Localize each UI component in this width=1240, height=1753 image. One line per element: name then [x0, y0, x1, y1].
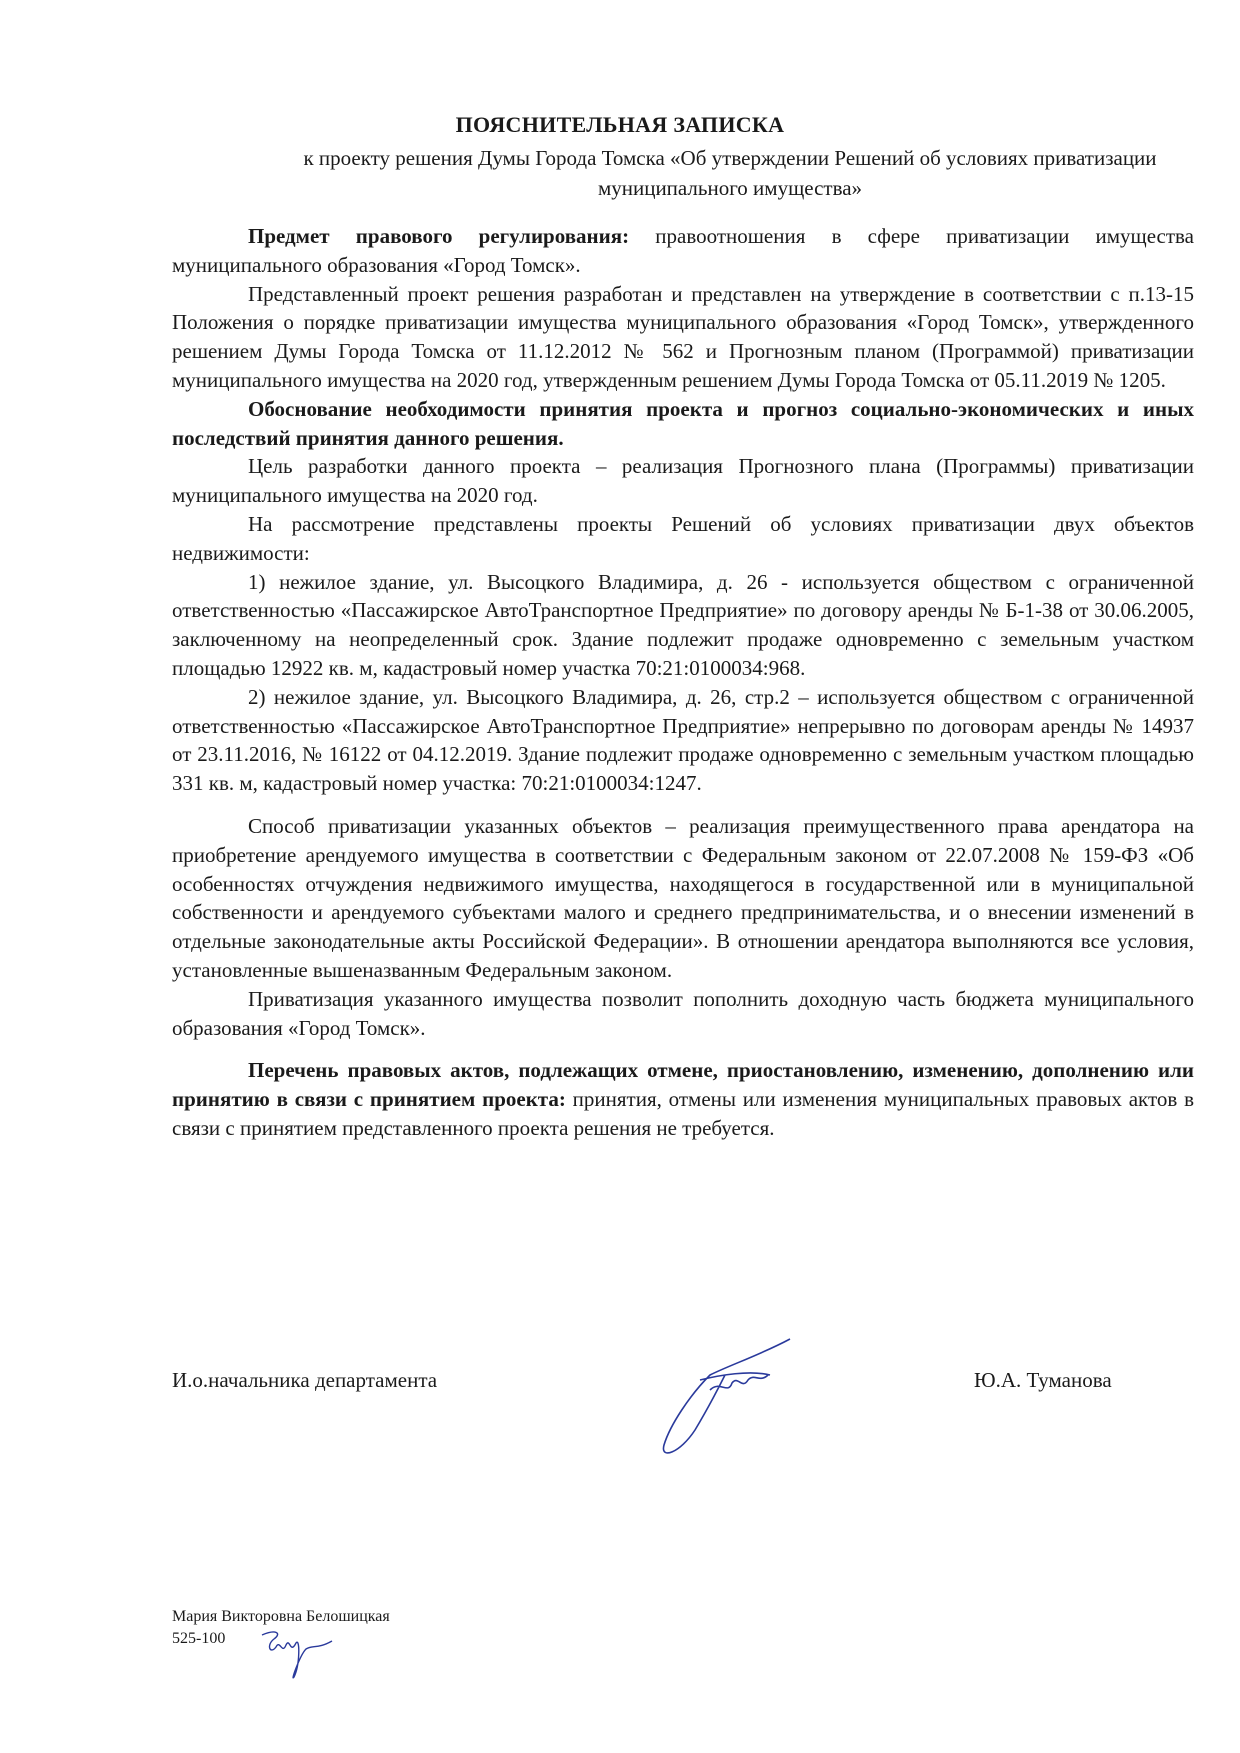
signer-name: Ю.А. Туманова: [974, 1368, 1112, 1392]
legal-acts-text: принятия, отмены или изменения муниципальных правовых актов в связи с принятием представленного проекта решения не требуется.: [172, 1087, 1194, 1140]
legal-acts-heading: Перечень правовых актов, подлежащих отмене, приостановлению, изменению, дополнению или принятию в связи с принятием проекта:: [172, 1058, 1194, 1112]
subject-heading: Предмет правового регулирования:: [248, 224, 630, 248]
paragraph-goal: Цель разработки данного проекта – реализация Прогнозного плана (Программы) приватизации муниципального имущества на 2020 год.: [172, 454, 1194, 508]
paragraph-basis: Представленный проект решения разработан и представлен на утверждение в соответствии с п.13-15 Положения о порядке приватизации имущества муниципального образования «Город Томск», утвержденного решением Думы Города Томска от 11.12.2012 № 562 и Прогнозным планом (Программой) приватизации муниципального имущества на 2020 год, утвержденным решением Думы Города Томска от 05.11.2019 № 1205.: [172, 281, 1194, 392]
paragraph-object-1: 1) нежилое здание, ул. Высоцкого Владимира, д. 26 - используется обществом с ограниченной ответственностью «Пассажирское АвтоТранспортное Предприятие» по договору аренды № Б-1-38 от 30.06.2005, заключенному на неопределенный срок. Здание подлежит продаже одновременно с земельным участком площадью 12922 кв. м, кадастровый номер участка 70:21:0100034:968.: [172, 569, 1194, 680]
paragraph-budget: Приватизация указанного имущества позволит пополнить доходную часть бюджета муниципального образования «Город Томск».: [172, 986, 1194, 1040]
paragraph-subject: [172, 222, 1194, 280]
executor-signature: [256, 1625, 336, 1685]
handwritten-signature: [650, 1335, 800, 1465]
document-body: [172, 222, 1194, 1143]
paragraph-object-2: 2) нежилое здание, ул. Высоцкого Владимира, д. 26, стр.2 – используется обществом с ограниченной ответственностью «Пассажирское АвтоТранспортное Предприятие» непрерывно по договорам аренды № 14937 от 23.11.2016, № 16122 от 04.12.2019. Здание подлежит продаже одновременно с земельным участком площадью 331 кв. м, кадастровый номер участка: 70:21:0100034:1247.: [172, 684, 1194, 796]
paragraph-justification-heading: [172, 395, 1194, 453]
signer-position: И.о.начальника департамента: [172, 1368, 438, 1392]
paragraph-legal-acts: [172, 1056, 1194, 1142]
justification-heading: Обоснование необходимости принятия проекта и прогноз социально-экономических и иных последствий принятия данного решения.: [172, 396, 1194, 450]
document-subtitle: к проекту решения Думы Города Томска «Об утверждении Решений об условиях приватизации муниципального имущества»: [303, 146, 1157, 200]
document-title: ПОЯСНИТЕЛЬНАЯ ЗАПИСКА: [455, 112, 785, 137]
subject-text: правоотношения в сфере приватизации имущества муниципального образования «Город Томск».: [172, 224, 1195, 277]
paragraph-objects-intro: На рассмотрение представлены проекты Решений об условиях приватизации двух объектов недвижимости:: [172, 511, 1194, 565]
executor-phone: 525-100: [172, 1630, 226, 1647]
paragraph-method: Способ приватизации указанных объектов – реализация преимущественного права арендатора на приобретение арендуемого имущества в соответствии с Федеральным законом от 22.07.2008 № 159-ФЗ «Об особенностях отчуждения недвижимого имущества, находящегося в государственной или в муниципальной собственности и арендуемого субъектами малого и среднего предпринимательства, и о внесении изменений в отдельные законодательные акты Российской Федерации». В отношении арендатора выполняются все условия, установленные вышеназванным Федеральным законом.: [172, 813, 1194, 982]
executor-name: Мария Викторовна Белошицкая: [172, 1608, 390, 1625]
